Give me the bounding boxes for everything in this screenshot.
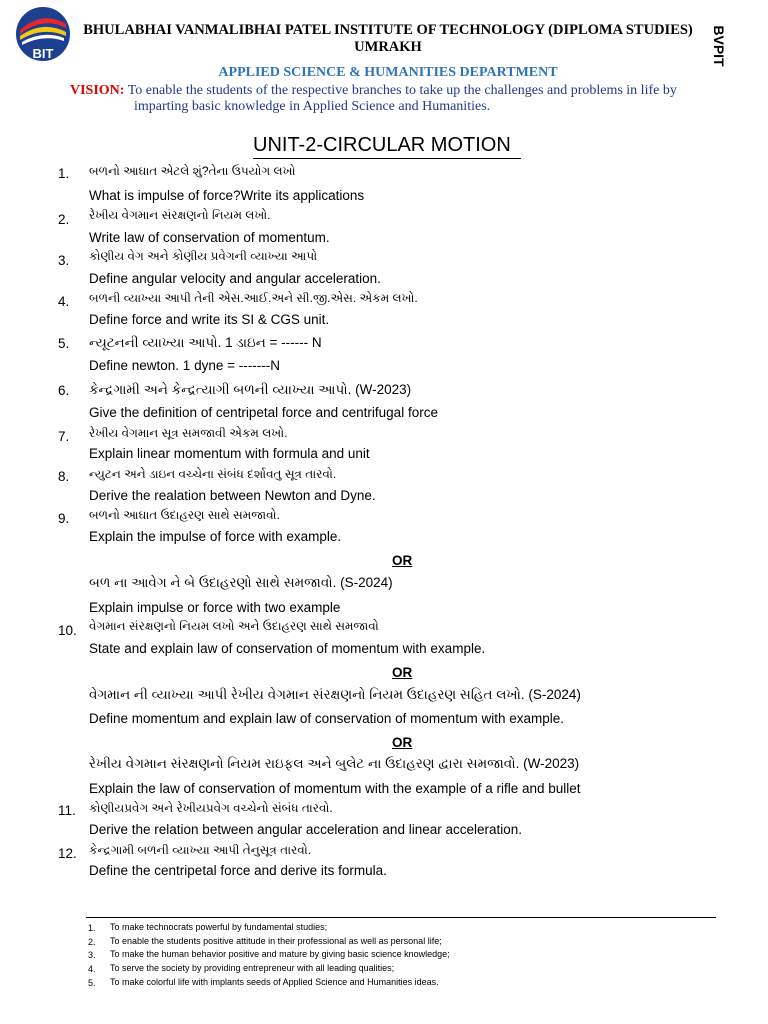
question-gujarati: બળ ના આવેગ ને બે ઉદાહરણો સાથે સમજાવો. (S-2024) xyxy=(89,575,393,590)
question-gujarati: રેખીય વેગમાન સૂત્ર સમજાવી એકમ લખો. xyxy=(89,426,288,440)
question-english: Explain impulse or force with two example xyxy=(89,600,341,615)
footer-rule xyxy=(86,917,716,918)
logo-text: BIT xyxy=(32,46,54,61)
question-number: 3. xyxy=(58,253,70,268)
vision-statement xyxy=(70,83,702,115)
question-gujarati: ન્યુટન અને ડાઇન વચ્ચેના સંબંધ દર્શાવતુ સૂત્ર તારવો. xyxy=(89,467,337,481)
question-gujarati: રેખીય વેગમાન સંરક્ષણનો નિયમ રાઇફલ અને બુલેટ ના ઉદાહરણ દ્વારા સમજાવો. (W-2023) xyxy=(89,756,580,771)
question-english: Write law of conservation of momentum. xyxy=(89,230,330,245)
question-number: 6. xyxy=(58,383,70,398)
vision-label: VISION: xyxy=(70,83,125,98)
footnote-number: 2. xyxy=(88,937,96,947)
question-number: 8. xyxy=(58,469,70,484)
question-english: Give the definition of centripetal force and centrifugal force xyxy=(89,405,438,420)
question-number: 9. xyxy=(58,511,70,526)
question-english: Define newton. 1 dyne = -------N xyxy=(89,358,280,373)
question-gujarati: બળનો આઘાત ઉદાહરણ સાથે સમજાવો. xyxy=(89,508,280,522)
institute-name: BHULABHAI VANMALIBHAI PATEL INSTITUTE OF TECHNOLOGY (DIPLOMA STUDIES) xyxy=(83,22,693,38)
or-separator: OR xyxy=(392,735,413,750)
footnote-number: 5. xyxy=(88,978,96,988)
question-english: Define the centripetal force and derive its formula. xyxy=(89,863,387,878)
question-gujarati: કેન્દ્રગામી અને કેન્દ્રત્યાગી બળની વ્યાખ્યા આપો. (W-2023) xyxy=(89,382,412,397)
question-gujarati: કોણીયપ્રવેગ અને રેખીયપ્રવેગ વચ્ચેનો સંબંધ તારવો. xyxy=(89,801,333,815)
question-english: Explain the impulse of force with example. xyxy=(89,529,342,544)
footnote-text: To make the human behavior positive and mature by giving basic science knowledge; xyxy=(110,949,450,959)
footnote-number: 1. xyxy=(88,923,96,933)
vision-line-1: To enable the students of the respective branches to take up the challenges and problems in life by xyxy=(127,83,677,98)
question-number: 7. xyxy=(58,429,70,444)
vision-line-2: imparting basic knowledge in Applied Science and Humanities. xyxy=(134,99,491,114)
footnote-text: To make colorful life with implants seeds of Applied Science and Humanities ideas. xyxy=(110,977,439,987)
or-separator: OR xyxy=(392,553,413,568)
question-english: Define angular velocity and angular acceleration. xyxy=(89,271,381,286)
question-number: 2. xyxy=(58,212,70,227)
question-english: State and explain law of conservation of momentum with example. xyxy=(89,641,486,656)
unit-title: UNIT-2-CIRCULAR MOTION xyxy=(253,134,511,156)
question-gujarati: ન્યૂટનની વ્યાખ્યા આપો. 1 ડાઇન = ------ N xyxy=(89,335,322,350)
question-english: Derive the relation between angular acceleration and linear acceleration. xyxy=(89,822,523,837)
question-number: 12. xyxy=(58,846,77,861)
footnote-text: To enable the students positive attitude in their professional as well as personal life; xyxy=(110,936,442,946)
footnote-text: To serve the society by providing entrepreneur with all leading qualities; xyxy=(110,963,395,973)
question-english: What is impulse of force?Write its applications xyxy=(89,188,365,203)
footnote-number: 4. xyxy=(88,964,96,974)
question-number: 10. xyxy=(58,623,77,638)
footnote-number: 3. xyxy=(88,950,96,960)
question-gujarati: કેન્દ્રગામી બળની વ્યાખ્યા આપી તેનુસૂત્ર તારવો. xyxy=(89,843,312,857)
question-english: Explain linear momentum with formula and unit xyxy=(89,446,370,461)
footnote-text: To make technocrats powerful by fundamental studies; xyxy=(110,922,328,932)
question-english: Define momentum and explain law of conservation of momentum with example. xyxy=(89,711,564,726)
question-gujarati: બળનો આઘાત એટલે શું?તેના ઉપયોગ લખો xyxy=(89,164,296,178)
unit-title-underline xyxy=(253,158,521,159)
question-gujarati: બળની વ્યાખ્યા આપી તેની એસ.આઈ.અને સી.જી.એસ. એકમ લખો. xyxy=(89,291,418,305)
side-tag-text: BVPIT xyxy=(711,25,727,67)
question-number: 5. xyxy=(58,336,70,351)
question-number: 1. xyxy=(58,166,70,181)
question-gujarati: વેગમાન સંરક્ષણનો નિયમ લખો અને ઉદાહરણ સાથે સમજાવો xyxy=(89,619,379,633)
institute-city: UMRAKH xyxy=(354,39,422,55)
question-english: Define force and write its SI & CGS unit. xyxy=(89,312,330,327)
question-english: Derive the realation between Newton and Dyne. xyxy=(89,488,376,503)
or-separator: OR xyxy=(392,665,413,680)
question-gujarati: વેગમાન ની વ્યાખ્યા આપી રેખીય વેગમાન સંરક્ષણનો નિયમ ઉદાહરણ સહિત લખો. (S-2024) xyxy=(89,687,581,702)
question-english: Explain the law of conservation of momentum with the example of a rifle and bullet xyxy=(89,781,581,796)
question-gujarati: કોણીય વેગ અને કોણીય પ્રવેગની વ્યાખ્યા આપો xyxy=(89,249,318,263)
question-number: 4. xyxy=(58,294,70,309)
question-number: 11. xyxy=(58,803,76,818)
question-gujarati: રેખીય વેગમાન સંરક્ષણનો નિયમ લખો. xyxy=(89,208,271,222)
department-name: APPLIED SCIENCE & HUMANITIES DEPARTMENT xyxy=(218,65,558,80)
